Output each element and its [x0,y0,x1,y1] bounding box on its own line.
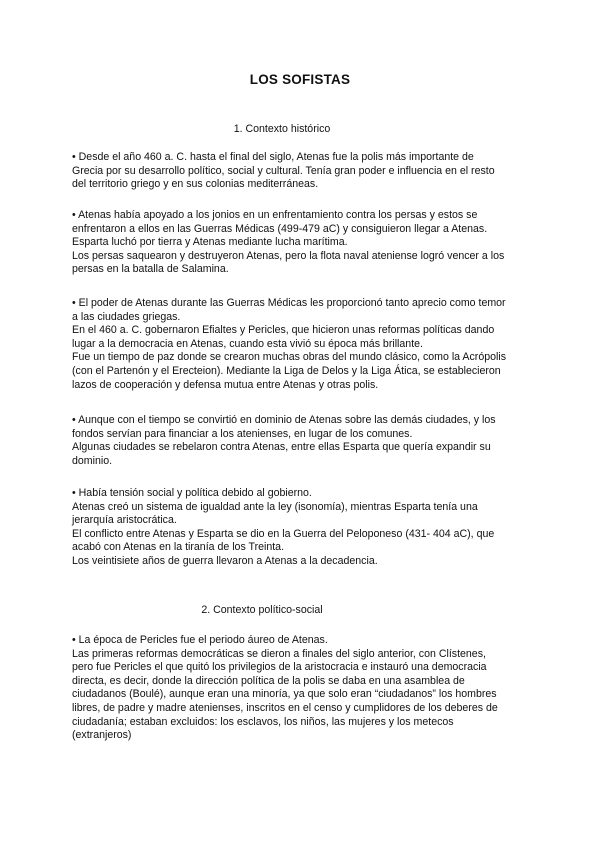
paragraph-line: • El poder de Atenas durante las Guerras Médicas les proporcionó tanto aprecio como temor [72,297,506,309]
paragraph-1 [72,151,532,192]
paragraph-line: Atenas creó un sistema de igualdad ante la ley (isonomía), mientras Esparta tenía una [72,500,478,513]
paragraph-line: Grecia por su desarrollo político, social y cultural. Tenía gran poder e influencia en el resto [72,164,495,177]
paragraph-line: Los veintisiete años de guerra llevaron a Atenas a la decadencia. [72,554,378,567]
paragraph-line: enfrentaron a ellos en las Guerras Médicas (499-479 aC) y consiguieron llegar a Atenas. [72,222,488,235]
paragraph-line: Fue un tiempo de paz donde se crearon muchas obras del mundo clásico, como la Acrópolis [72,351,506,364]
paragraph-line: Los persas saquearon y destruyeron Atenas, pero la flota naval ateniense logró vencer a los [72,249,505,262]
paragraph-line: del territorio griego y en sus colonias mediterráneas. [72,178,319,191]
paragraph-line: persas en la batalla de Salamina. [72,263,229,276]
paragraph-5 [72,487,532,569]
paragraph-line: directa, es decir, donde la dirección política de la polis se daba en una asamblea de [72,674,465,687]
paragraph-line: (extranjeros) [72,729,132,742]
paragraph-line: lugar a la democracia en Atenas, cuando esta vivió su época más brillante. [72,337,423,350]
paragraph-2 [72,209,532,277]
paragraph-line: acabó con Atenas en la tiranía de los Treinta. [72,541,285,554]
section-heading-context-historico: 1. Contexto histórico [233,123,331,135]
paragraph-line: lazos de cooperación y defensa mutua entre Atenas y otras polis. [72,378,379,391]
paragraph-line: • Atenas había apoyado a los jonios en un enfrentamiento contra los persas y estos se [72,209,478,221]
paragraph-3 [72,297,532,392]
paragraph-line: • Aunque con el tiempo se convirtió en dominio de Atenas sobre las demás ciudades, y los [72,414,496,426]
paragraph-line: ciudadanía; estaban excluidos: los esclavos, los niños, las mujeres y los metecos [72,715,454,728]
paragraph-line: (con el Partenón y el Erecteion). Mediante la Liga de Delos y la Liga Ática, se establecieron [72,364,501,377]
paragraph-line: En el 460 a. C. gobernaron Efialtes y Pericles, que hicieron unas reformas políticas dando [72,324,495,337]
paragraph-line: Esparta luchó por tierra y Atenas mediante lucha marítima. [72,236,348,249]
paragraph-line: • La época de Pericles fue el periodo áureo de Atenas. [72,634,328,646]
paragraph-line: libres, de padre y madre atenienses, inscritos en el censo y cumplidores de los deberes de [72,701,498,714]
paragraph-line: • Había tensión social y política debido al gobierno. [72,487,312,499]
paragraph-line: jerarquía aristocrática. [72,514,177,527]
paragraph-line: ciudadanos (Boulé), aunque eran una minoría, ya que solo eran “ciudadanos” los hombres [72,688,497,701]
paragraph-line: Algunas ciudades se rebelaron contra Atenas, entre ellas Esparta que quería expandir su [72,441,491,454]
paragraph-line: El conflicto entre Atenas y Esparta se dio en la Guerra del Peloponeso (431- 404 aC), que [72,527,495,540]
paragraph-6 [72,634,532,743]
section-heading-contexto-politico-social: 2. Contexto político-social [201,604,323,616]
paragraph-line: Las primeras reformas democráticas se dieron a finales del siglo anterior, con Clístenes, [72,647,486,660]
paragraph-line: fondos servían para financiar a los atenienses, en lugar de los comunes. [72,427,413,440]
document-title: LOS SOFISTAS [249,72,351,87]
paragraph-line: • Desde el año 460 a. C. hasta el final del siglo, Atenas fue la polis más importante de [72,151,474,163]
paragraph-line: dominio. [72,454,113,467]
paragraph-line: a las ciudades griegas. [72,310,181,323]
paragraph-4 [72,414,532,468]
paragraph-line: pero fue Pericles el que quitó los privilegios de la aristocracia e instauró una democracia [72,661,487,674]
